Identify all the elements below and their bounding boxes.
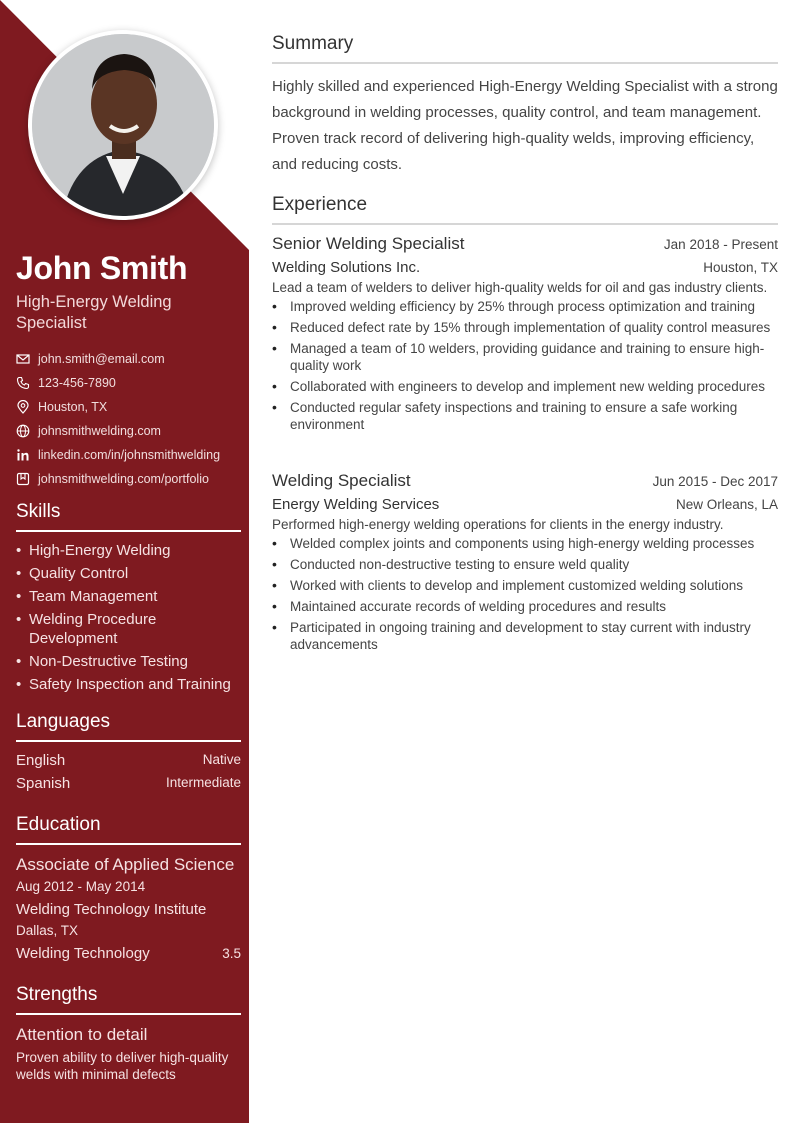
contact-linkedin[interactable] (16, 443, 241, 467)
contact-portfolio[interactable] (16, 467, 241, 491)
summary-heading: Summary (272, 33, 778, 64)
education-dates: Aug 2012 - May 2014 (16, 879, 146, 894)
list-item: • Collaborated with engineers to develop and implement new welding procedures (272, 378, 766, 394)
job-location: New Orleans, LA (675, 497, 778, 512)
contact-email[interactable] (16, 347, 241, 371)
education-school: Welding Technology Institute (16, 901, 207, 918)
candidate-name: John Smith (16, 250, 188, 286)
list-item: • Conducted regular safety inspections and training to ensure a safe working environment (272, 399, 738, 432)
language-level: Native (202, 752, 241, 767)
job-title: Senior Welding Specialist (272, 234, 465, 253)
list-item: • Team Management (16, 588, 158, 605)
contact-text: Houston, TX (38, 400, 108, 414)
portfolio-icon (16, 472, 30, 486)
contact-text: john.smith@email.com (38, 352, 165, 366)
job-title: Welding Specialist (272, 471, 411, 490)
job-entry (272, 471, 778, 657)
contact-text: 123-456-7890 (38, 376, 116, 390)
avatar (32, 34, 214, 216)
job-description: Lead a team of welders to deliver high-quality welds for oil and gas industry clients. (272, 280, 768, 295)
list-item: • Conducted non-destructive testing to ensure weld quality (272, 556, 630, 572)
language-row (16, 752, 241, 769)
education-field: Welding Technology (16, 945, 150, 962)
education-degree: Associate of Applied Science (16, 855, 235, 874)
job-bullets (272, 535, 778, 653)
job-location: Houston, TX (703, 260, 778, 275)
linkedin-icon (16, 448, 30, 462)
job-company: Energy Welding Services (272, 496, 440, 513)
education-heading: Education (16, 814, 241, 845)
phone-icon (16, 376, 30, 390)
language-name: English (16, 752, 66, 769)
job-bullets (272, 298, 778, 433)
list-item: • Quality Control (16, 565, 129, 582)
language-row (16, 775, 241, 792)
profile-photo (28, 30, 218, 220)
skills-list (16, 541, 241, 698)
strength-description: Proven ability to deliver high-quality welds with minimal defects (16, 1050, 229, 1082)
list-item: • Safety Inspection and Training (16, 676, 231, 693)
list-item: • Worked with clients to develop and implement customized welding solutions (272, 577, 743, 593)
list-item: • Managed a team of 10 welders, providing guidance and training to ensure high-quality work (272, 340, 765, 373)
job-dates: Jan 2018 - Present (663, 237, 778, 252)
education-location: Dallas, TX (16, 923, 79, 938)
job-company: Welding Solutions Inc. (272, 259, 421, 276)
contact-text: johnsmithwelding.com (38, 424, 161, 438)
sidebar (0, 0, 249, 1123)
list-item: • Maintained accurate records of welding procedures and results (272, 598, 666, 614)
job-dates: Jun 2015 - Dec 2017 (652, 474, 778, 489)
contact-website[interactable] (16, 419, 241, 443)
list-item: • High-Energy Welding (16, 542, 171, 559)
strengths-heading: Strengths (16, 984, 241, 1015)
strength-title: Attention to detail (16, 1025, 148, 1044)
education-field-row (16, 945, 241, 962)
list-item: • Reduced defect rate by 15% through implementation of quality control measures (272, 319, 771, 335)
contact-list (16, 347, 241, 491)
contact-phone[interactable] (16, 371, 241, 395)
list-item: • Non-Destructive Testing (16, 653, 188, 670)
language-name: Spanish (16, 775, 71, 792)
candidate-title: High-Energy Welding Specialist (16, 293, 172, 332)
skills-heading: Skills (16, 501, 241, 532)
language-level: Intermediate (165, 775, 241, 790)
summary-text: Highly skilled and experienced High-Energy Welding Specialist with a strong background in welding processes, quality control, and team management. Proven track record of delivering high-quality welds, improving efficiency, and reducing costs. (272, 78, 778, 173)
globe-icon (16, 424, 30, 438)
job-entry (272, 234, 778, 437)
list-item: • Participated in ongoing training and development to stay current with industry advancements (272, 619, 751, 652)
job-description: Performed high-energy welding operations for clients in the energy industry. (272, 517, 724, 532)
list-item: • Welded complex joints and components using high-energy welding processes (272, 535, 755, 551)
location-icon (16, 400, 30, 414)
experience-heading: Experience (272, 194, 778, 225)
contact-text: linkedin.com/in/johnsmithwelding (38, 448, 221, 462)
email-icon (16, 352, 30, 366)
education-gpa: 3.5 (222, 946, 241, 961)
list-item: • Welding Procedure Development (16, 611, 157, 647)
languages-heading: Languages (16, 711, 241, 742)
contact-location (16, 395, 241, 419)
contact-text: johnsmithwelding.com/portfolio (38, 472, 209, 486)
list-item: • Improved welding efficiency by 25% through process optimization and training (272, 298, 756, 314)
